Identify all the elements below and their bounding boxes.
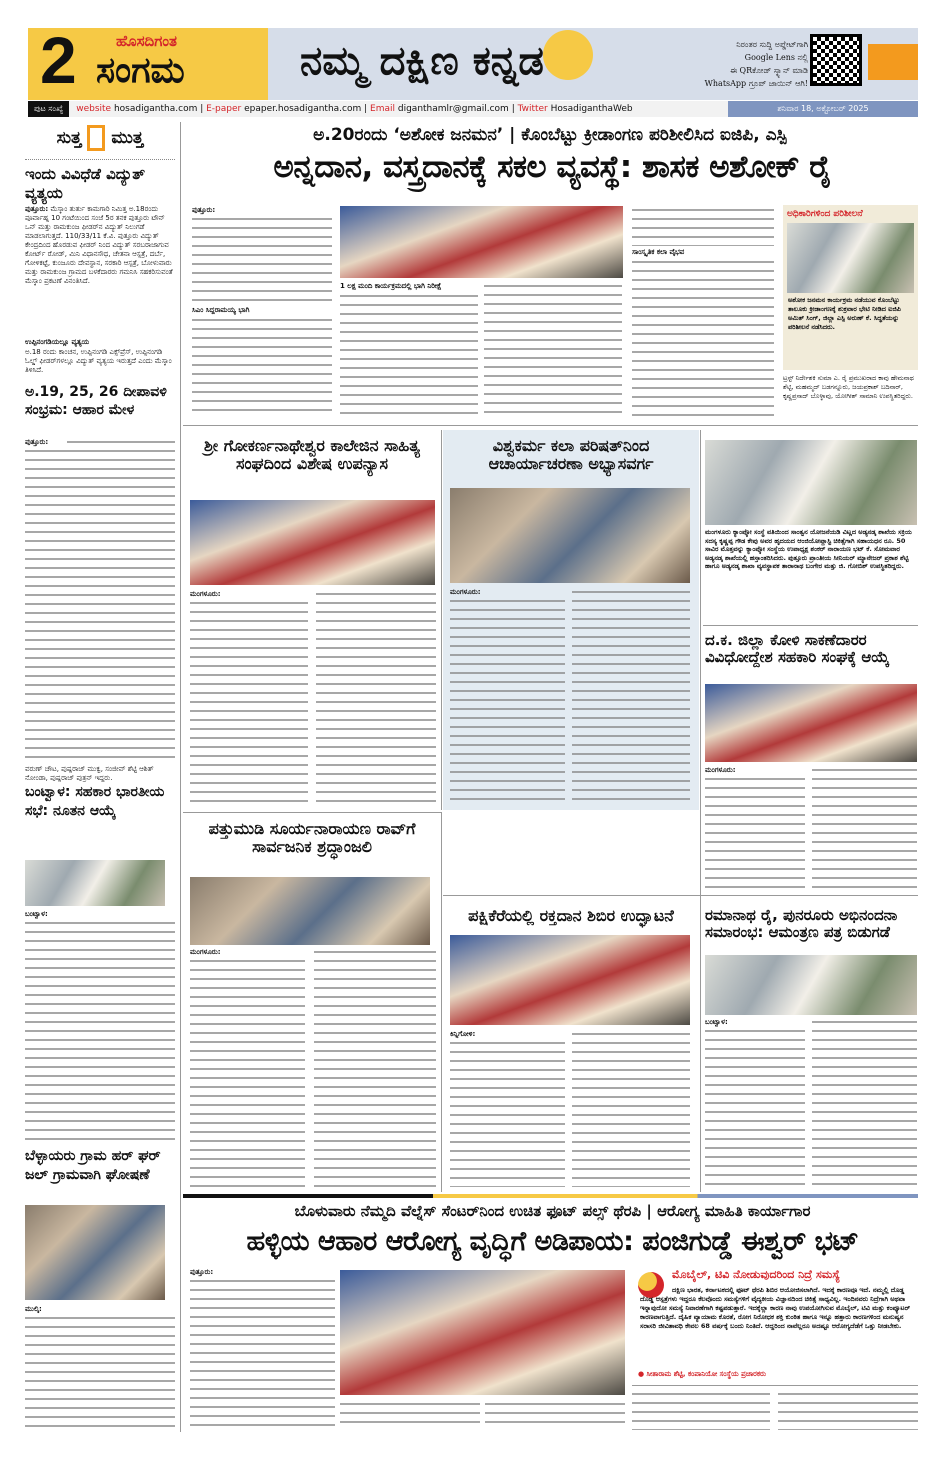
story-photo	[190, 877, 430, 945]
lead-kicker: ಅ.20ರಂದು ‘ಅಶೋಕ ಜನಮನ’ | ಕೊಂಬೆಟ್ಟು ಕ್ರೀಡಾಂಗಣ ಪರಿಶೀಲಿಸಿದ ಐಜಿಪಿ, ಎಸ್ಪಿ	[313, 125, 787, 145]
story-headline: ಬೆಳ್ಳಾಯರು ಗ್ರಾಮ ಹರ್ ಘರ್ ಜಲ್ ಗ್ರಾಮವಾಗಿ ಘೋಷಣೆ	[25, 1148, 161, 1183]
story-photo	[705, 955, 917, 1015]
brand-logo: ಹೊಸದಿಗಂತ	[116, 32, 177, 50]
page-label: ಪುಟ ಸಂಖ್ಯೆ	[28, 101, 69, 117]
twitter-link[interactable]: HosadiganthaWeb	[550, 104, 633, 114]
epaper-link[interactable]: epaper.hosadigantha.com	[244, 104, 362, 114]
story-photo	[450, 935, 690, 1025]
story-headline: ಇಂದು ವಿವಿಧೆಡೆ ವಿದ್ಯುತ್ ವ್ಯತ್ಯಯ	[25, 165, 146, 202]
website-link[interactable]: hosadigantha.com	[113, 104, 198, 114]
story-headline: ಬಂಟ್ವಾಳ: ಸಹಕಾರ ಭಾರತೀಯ ಸಭೆ: ನೂತನ ಆಯ್ಕೆ	[25, 784, 165, 819]
story-photo	[25, 860, 165, 906]
story-photo	[190, 500, 435, 585]
left-column: ಸುತ್ತ ಮುತ್ತ ಇಂದು ವಿವಿಧೆಡೆ ವಿದ್ಯುತ್ ವ್ಯತ್ಯಯ ಪುತ್ತೂರು: ಮೆಸ್ಕಾಂ ತುರ್ತು ಕಾಮಗಾರಿ ನಿಮಿತ್ತ ಅ.18ರಂದು ಪೂರ್ವಾಹ್ನ 10 ಗಂಟೆಯಿಂದ ಸಂಜೆ 5ರ ತನಕ ಪುತ್ತೂರು ಟೌನ್ ಒನ್ ಮತ್ತು ರಾಮಕುಂಜ ಫೀಡರ್‌ನ ವಿದ್ಯುತ್ ನಿಲುಗಡೆ ಮಾಡಲಾಗುತ್ತದೆ. 110/33/11 ಕೆ.ವಿ. ಪುತ್ತೂರು ವಿದ್ಯುತ್ ಕೇಂದ್ರದಿಂದ ಹೊರಡುವ ಫೀಡರ್ ನಿಂದ ವಿದ್ಯುತ್ ಸರಬರಾಜಾಗುವ ಕೋರ್ಟ್ ರೋಡ್, ಮಿನಿ ವಿಧಾನಸೌಧ, ಚೇತನಾ ಆಸ್ಪತ್ರೆ, ದರ್ಬೆ, ಗೋಳಿಕಟ್ಟೆ, ಕುಂಜೂರು ದೇವಸ್ಥಾನ, ಸರಕಾರಿ ಆಸ್ಪತ್ರೆ, ಬೋಳುವಾರು ಮತ್ತು ರಾಮಕುಂಜ ಗ್ರಾಮದ ಬಳಕೆದಾರರು ಗಮನಿಸಿ ಸಹಕರಿಸುವಂತೆ ಮೆಸ್ಕಾಂ ಪ್ರಕಟಣೆ ವಿನಂತಿಸಿದೆ. ಉಪ್ಪಿನಂಗಡಿಯಲ್ಲೂ ವ್ಯತ್ಯಯ ಅ.18 ರಂದು ಕಾಂಚನ, ಉಪ್ಪಿನಂಗಡಿ ಎಕ್ಸ್‌ಪ್ರೆಸ್, ಉಪ್ಪಿನಂಗಡಿ ಓಲ್ಡ್ ಫೀಡರ್‌ಗಳಲ್ಲೂ ವಿದ್ಯುತ್ ವ್ಯತ್ಯಯ ಇರುತ್ತದೆ ಎಂದು ಮೆಸ್ಕಾಂ ತಿಳಿಸಿದೆ. ಅ.19, 25, 26 ದೀಪಾವಳಿ ಸಂಭ್ರಮ: ಆಹಾರ ಮೇಳ ಪುತ್ತೂರು: ವರುಣ್ ಚೌಟ, ಪುಷ್ಪರಾಜ್ ಮುಕ್ವ, ಸಂಜೀವ್ ಶೆಟ್ಟಿ ಆಶಿತ್ ನೋಂಡಾ, ಪುಷ್ಪರಾಜ್ ಪುತ್ರನ್ ಇದ್ದರು. ಬಂಟ್ವಾಳ: ಸಹಕಾರ ಭಾರತೀಯ ಸಭೆ: ನೂತನ ಆಯ್ಕೆ ಬಂಟ್ವಾಳ: ಬೆಳ್ಳಾಯರು ಗ್ರಾಮ ಹರ್ ಘರ್ ಜಲ್ ಗ್ರಾಮವಾಗಿ ಘೋಷಣೆ ಮುಲ್ಕಿ:	[25, 125, 175, 160]
lead-headline: ಅನ್ನದಾನ, ವಸ್ತ್ರದಾನಕ್ಕೆ ಸಕಲ ವ್ಯವಸ್ಥೆ: ಶಾಸಕ ಅಶೋಕ್ ರೈ	[273, 149, 832, 185]
date: ಶನಿವಾರ 18, ಅಕ್ಟೋಬರ್ 2025	[728, 101, 918, 117]
door-icon	[87, 125, 105, 151]
bottom-photo	[340, 1270, 625, 1395]
inspection-box: ಅಧಿಕಾರಿಗಳಿಂದ ಪರಿಶೀಲನೆ ಅಶೋಕ ಜನಮನ ಕಾರ್ಯಕ್ರಮ ನಡೆಯುವ ಕೊಂಬೆಟ್ಟು ತಾಲೂಕು ಕ್ರೀಡಾಂಗಣಕ್ಕೆ ಶುಕ್ರವಾರ ಭೇಟಿ ನೀಡಿದ ಐಜಿಪಿ ಅಮಿತ್ ಸಿಂಗ್, ಜಿಲ್ಲಾ ಎಸ್ಪಿ ಅರುಣ್ ಕೆ. ಸಿದ್ಧತೆಯನ್ನು ಪರಿಶೀಲನೆ ನಡೆಸಿದರು.	[783, 205, 918, 370]
qr-code[interactable]	[810, 34, 862, 86]
page-number: 2	[40, 23, 77, 97]
masthead	[28, 23, 918, 100]
story-headline: ಅ.19, 25, 26 ದೀಪಾವಳಿ ಸಂಭ್ರಮ: ಆಹಾರ ಮೇಳ	[25, 384, 167, 418]
section-name: ಸಂಗಮ	[96, 50, 185, 91]
story-photo	[25, 1205, 165, 1300]
story-photo	[450, 488, 690, 583]
story-body: ಪುತ್ತೂರು: ಮೆಸ್ಕಾಂ ತುರ್ತು ಕಾಮಗಾರಿ ನಿಮಿತ್ತ ಅ.18ರಂದು ಪೂರ್ವಾಹ್ನ 10 ಗಂಟೆಯಿಂದ ಸಂಜೆ 5ರ ತನಕ ಪುತ್ತೂರು ಟೌನ್ ಒನ್ ಮತ್ತು ರಾಮಕುಂಜ ಫೀಡರ್‌ನ ವಿದ್ಯುತ್ ನಿಲುಗಡೆ ಮಾಡಲಾಗುತ್ತದೆ. 110/33/11 ಕೆ.ವಿ. ಪುತ್ತೂರು ವಿದ್ಯುತ್ ಕೇಂದ್ರದಿಂದ ಹೊರಡುವ ಫೀಡರ್ ನಿಂದ ವಿದ್ಯುತ್ ಸರಬರಾಜಾಗುವ ಕೋರ್ಟ್ ರೋಡ್, ಮಿನಿ ವಿಧಾನಸೌಧ, ಚೇತನಾ ಆಸ್ಪತ್ರೆ, ದರ್ಬೆ, ಗೋಳಿಕಟ್ಟೆ, ಕುಂಜೂರು ದೇವಸ್ಥಾನ, ಸರಕಾರಿ ಆಸ್ಪತ್ರೆ, ಬೋಳುವಾರು ಮತ್ತು ರಾಮಕುಂಜ ಗ್ರಾಮದ ಬಳಕೆದಾರರು ಗಮನಿಸಿ ಸಹಕರಿಸುವಂತೆ ಮೆಸ್ಕಾಂ ಪ್ರಕಟಣೆ ವಿನಂತಿಸಿದೆ.	[25, 205, 173, 285]
info-bar: ಪುಟ ಸಂಖ್ಯೆ website hosadigantha.com | E-paper epaper.hosadigantha.com | Email diganthamlr@gmail.com | Twitter HosadiganthaWeb ಶನಿವಾರ 18, ಅಕ್ಟೋಬರ್ 2025	[28, 101, 918, 117]
page-title: ನಮ್ಮ ದಕ್ಷಿಣ ಕನ್ನಡ	[300, 38, 544, 84]
story-photo	[705, 440, 917, 525]
story-photo	[705, 684, 917, 762]
email-link[interactable]: diganthamlr@gmail.com	[397, 104, 509, 114]
lead-photo	[340, 206, 623, 278]
orange-block	[868, 44, 918, 80]
quote-box: ಮೊಬೈಲ್, ಟಿವಿ ನೋಡುವುದರಿಂದ ನಿದ್ರೆ ಸಮಸ್ಯೆ ದಕ್ಷಿಣ ಭಾರತ, ಕರ್ನಾಟಕದಲ್ಲಿ ಫೂಟ್ ಥೆರಪಿ ಶಿಬಿರ ಆಯೋಜಿಸಲಾಗಿದೆ. ಇದಕ್ಕೆ ಕಾರಣವೂ ಇದೆ. ನಮ್ಮಲ್ಲಿ ದೊಡ್ಡ ದೊಡ್ಡ ಆಸ್ಪತ್ರೆಗಳು ಇದ್ದರೂ ಕೆಲವೊಂದು ಸಮಸ್ಯೆಗಳಿಗೆ ವೈದ್ಯಕೀಯ ವಿಜ್ಞಾನದಿಂದ ಚಿಕಿತ್ಸೆ ಸಾಧ್ಯವಿಲ್ಲ. ಇಂದಿನವರು ನಿದ್ರೆಗಾಗಿ ಅಥವಾ ಇನ್ನಾವುದೋ ಸಮಸ್ಯೆ ನಿವಾರಣೆಗಾಗಿ ಕಷ್ಟಪಡುತ್ತಾರೆ. ಇದಕ್ಕೆಲ್ಲಾ ಕಾರಣ ನಾವು ಉಪಯೋಗಿಸುವ ಮೊಬೈಲ್, ಟಿವಿ ಮತ್ತು ಕಂಪ್ಯೂಟರ್ ಕಾರಣವಾಗುತ್ತಿದೆ. ದೈಹಿಕ ವ್ಯಾಯಾಮ ಕೊರತೆ, ರೋಗ ನಿರೋಧಕ ಶಕ್ತಿ ಕುಂಠಿತ ಹಾಗೂ ಇನ್ನೂ ಹತ್ತಾರು ಕಾರಣಗಳಿಂದ ಮನುಷ್ಯನ ಸರಾಸರಿ ಜೀವಿತಾವಧಿ ಕೇವಲ 68 ವರ್ಷಕ್ಕೆ ಬಂದು ನಿಂತಿದೆ. ಆದ್ದರಿಂದ ನಾವೆಲ್ಲರೂ ಅದಷ್ಟೂ ಆರೋಗ್ಯದೆಡೆಗೆ ಒತ್ತು ನೀಡಬೇಕು. ● ಸೀತಾರಾಮ ಶೆಟ್ಟಿ, ಕಂಪಾನಿಯೋ ಸಂಸ್ಥೆಯ ಪ್ರಚಾರಕರು	[638, 1268, 911, 1378]
suttamutta-logo: ಸುತ್ತ ಮುತ್ತ	[25, 125, 175, 160]
box-photo	[787, 223, 914, 293]
qr-note: ನಿರಂತರ ಸುದ್ದಿ ಅಪ್ಡೇಟ್‌ಗಾಗಿ Google Lens ನಲ್ಲಿ ಈ QRಕೋಡ್ ಸ್ಕ್ಯಾನ್ ಮಾಡಿ WhatsApp ಗ್ರೂಪ್ ಜಾಯಿನ್ ಆಗಿ!	[704, 40, 808, 88]
